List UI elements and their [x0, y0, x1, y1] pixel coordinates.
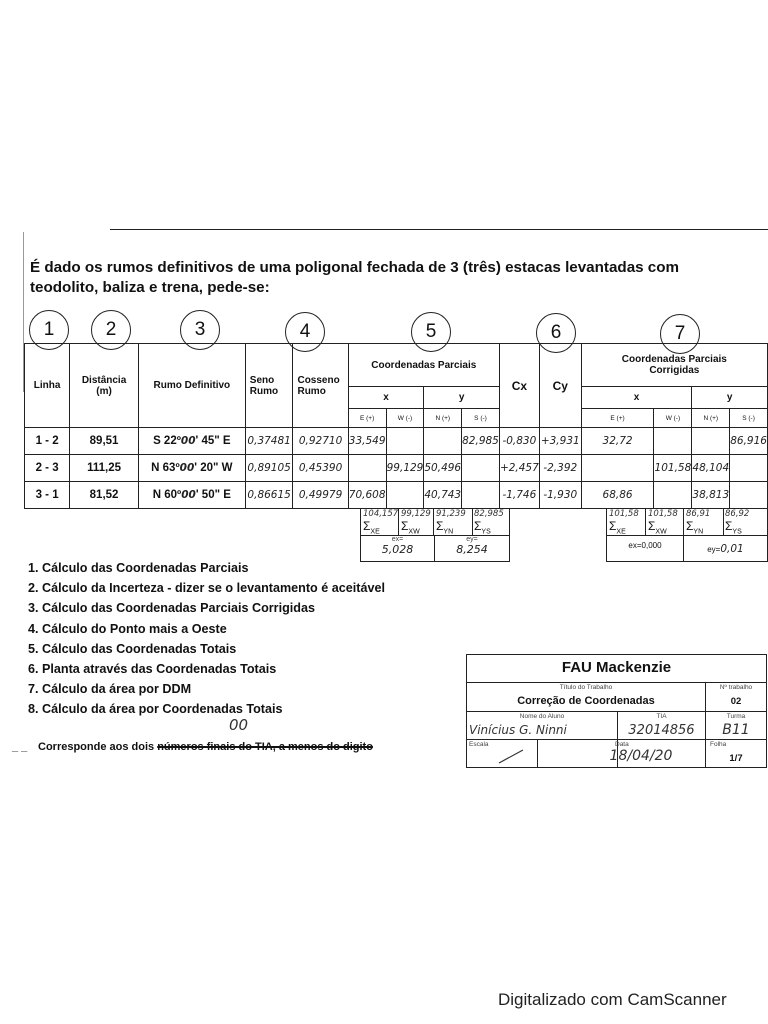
cell-e: 33,549 — [348, 428, 386, 455]
footnote-struck-text: números finais do TIA, a menos do digito — [157, 741, 373, 753]
tia-label: TIA — [656, 713, 667, 720]
corr-sum-xe-value: 101,58 — [609, 509, 639, 519]
cell-cx: -1,746 — [499, 482, 539, 509]
circle-2: 2 — [91, 310, 131, 350]
sum-ys-value: 82,985 — [474, 509, 504, 519]
header-cx: Cx — [499, 344, 539, 428]
sums-corrigidas-box — [606, 509, 768, 562]
header-y-corr: y — [692, 387, 768, 409]
rumo-a: S 22º — [153, 435, 181, 447]
cell-s: 82,985 — [462, 428, 500, 455]
header-distancia-2: (m) — [96, 385, 112, 397]
title-block — [466, 654, 767, 768]
intro-text — [30, 258, 750, 298]
nome-value: Vinícius G. Ninni — [469, 723, 567, 737]
rumo-a: N 60º — [152, 489, 182, 501]
header-rumo: Rumo Definitivo — [138, 344, 245, 428]
cell-cy: -1,930 — [539, 482, 581, 509]
header-cosseno — [293, 344, 348, 428]
corr-sum-yn — [686, 510, 722, 535]
cell-w — [386, 428, 424, 455]
sum-ys — [474, 510, 508, 535]
sum-yn-value: 91,239 — [436, 509, 466, 519]
corr-sum-yn-label: $\Sigma_{YN}$ — [686, 519, 704, 536]
cell-e — [348, 455, 386, 482]
ey-label: ey= — [466, 536, 478, 543]
cell-cw — [654, 482, 692, 509]
circle-3: 3 — [180, 310, 220, 350]
cell-rumo — [138, 455, 245, 482]
cell-cn: 48,104 — [692, 455, 730, 482]
header-seno — [245, 344, 293, 428]
cell-w — [386, 482, 424, 509]
header-x: x — [348, 387, 424, 409]
header-cy: Cy — [539, 344, 581, 428]
cell-n — [424, 428, 462, 455]
list-item: 3. Cálculo das Coordenadas Parciais Corrigidas — [28, 601, 315, 616]
rumo-deg: 00 — [181, 489, 196, 501]
footnote — [12, 741, 373, 753]
sum-divider — [723, 509, 724, 535]
nome-label: Nome do Aluno — [519, 713, 565, 720]
list-item: 4. Cálculo do Ponto mais a Oeste — [28, 621, 227, 636]
header-e-corr: E (+) — [581, 409, 654, 428]
sum-ys-label: $\Sigma_{YS}$ — [474, 519, 491, 536]
rumo-deg: 00 — [180, 435, 196, 447]
corr-sum-xw — [648, 510, 683, 535]
cell-linha: 2 - 3 — [25, 455, 70, 482]
cell-ce: 68,86 — [581, 482, 654, 509]
cell-cs — [730, 482, 768, 509]
header-n-corr: N (+) — [692, 409, 730, 428]
cell-seno: 0,37481 — [245, 428, 293, 455]
header-w-corr: W (-) — [654, 409, 692, 428]
intro-line-2: teodolito, baliza e trena, pede-se: — [30, 279, 270, 296]
sum-ys-sub: YS — [481, 528, 491, 536]
corr-ey-label: ey= — [707, 545, 721, 554]
cell-cx: +2,457 — [499, 455, 539, 482]
sum-xw — [401, 510, 433, 535]
cell-linha: 1 - 2 — [25, 428, 70, 455]
ey-value: 8,254 — [456, 543, 488, 556]
circle-6: 6 — [536, 313, 576, 353]
header-distancia — [70, 344, 139, 428]
header-e: E (+) — [348, 409, 386, 428]
corr-sum-yn-value: 86,91 — [686, 509, 711, 519]
header-x-corr: x — [581, 387, 692, 409]
sum-divider — [433, 509, 434, 535]
sum-xw-sub: XW — [408, 528, 420, 536]
sum-divider — [398, 509, 399, 535]
corr-sum-ys-label: $\Sigma_{YS}$ — [725, 519, 742, 536]
header-w: W (-) — [386, 409, 424, 428]
corr-ex — [607, 541, 683, 550]
list-item: 2. Cálculo da Incerteza - dizer se o levantamento é aceitável — [28, 581, 385, 596]
list-item: 1. Cálculo das Coordenadas Parciais — [28, 561, 249, 575]
header-y: y — [424, 387, 500, 409]
institution-name: FAU Mackenzie — [561, 659, 672, 676]
turma-value: B11 — [722, 722, 750, 738]
corr-sum-xe-label: $\Sigma_{XE}$ — [609, 519, 626, 536]
table-row — [25, 428, 768, 455]
cell-e: 70,608 — [348, 482, 386, 509]
steps-list — [28, 558, 385, 720]
footnote-text: Corresponde aos dois — [38, 741, 158, 753]
corr-sum-xe-sub: XE — [616, 528, 626, 536]
folha-value: 1/7 — [729, 753, 743, 764]
cell-cy: -2,392 — [539, 455, 581, 482]
titulo-value: Correção de Coordenadas — [517, 695, 655, 707]
sum-yn-label: $\Sigma_{YN}$ — [436, 519, 454, 536]
cell-s — [462, 482, 500, 509]
corr-sum-ys-value: 86,92 — [725, 509, 750, 519]
cell-cw: 101,58 — [654, 455, 692, 482]
data-label: Data — [615, 741, 629, 748]
tb-divider — [467, 739, 766, 740]
cell-cn: 38,813 — [692, 482, 730, 509]
list-item: 7. Cálculo da área por DDM — [28, 682, 192, 697]
page-top-border — [110, 229, 768, 230]
sum-xe-label: $\Sigma_{XE}$ — [363, 519, 380, 536]
turma-label: Turma — [726, 713, 746, 720]
corr-sum-xe — [609, 510, 645, 535]
sum-xw-label: $\Sigma_{XW}$ — [401, 519, 420, 536]
handwritten-digits: 00 — [229, 716, 249, 734]
sum-xe — [363, 510, 397, 535]
header-distancia-1: Distância — [81, 374, 127, 386]
escala-slash-mark — [497, 747, 527, 765]
titulo-label: Título do Trabalho — [559, 684, 613, 691]
corr-sum-ys — [725, 510, 766, 535]
tb-divider — [537, 739, 538, 767]
rumo-deg: 00 — [179, 462, 195, 474]
footnote-dash: _ _ — [12, 741, 28, 753]
cell-seno: 0,89105 — [245, 455, 293, 482]
folha-label: Folha — [710, 741, 727, 748]
intro-line-1: É dado os rumos definitivos de uma poligonal fechada de 3 (três) estacas levantadas com — [30, 259, 680, 276]
table-row — [25, 482, 768, 509]
sum-xe-value: 104,157 — [363, 509, 399, 519]
cell-cosseno: 0,92710 — [293, 428, 348, 455]
sum-yn-sub: YN — [443, 528, 454, 536]
list-item: 8. Cálculo da área por Coordenadas Totais — [28, 702, 283, 717]
table-row — [25, 455, 768, 482]
cell-ce: 32,72 — [581, 428, 654, 455]
header-coord-parciais: Coordenadas Parciais — [348, 344, 499, 387]
ex-label: ex= — [391, 536, 404, 543]
corr-ey-value: 0,01 — [720, 543, 744, 555]
sum-xw-value: 99,129 — [401, 509, 431, 519]
numero-value: 02 — [730, 696, 742, 707]
header-coord-corrigidas — [581, 344, 767, 387]
cell-dist: 81,52 — [70, 482, 139, 509]
cell-n: 40,743 — [424, 482, 462, 509]
cell-n: 50,496 — [424, 455, 462, 482]
corr-sum-xw-sub: XW — [655, 528, 667, 536]
ex-value: 5,028 — [381, 543, 414, 556]
corr-sum-ys-sub: YS — [732, 528, 742, 536]
sums-parciais-box — [360, 509, 510, 562]
cell-cy: +3,931 — [539, 428, 581, 455]
circle-7: 7 — [660, 314, 700, 354]
escala-label: Escala — [469, 741, 489, 748]
corr-sum-xw-label: $\Sigma_{XW}$ — [648, 519, 667, 536]
corr-sum-xw-value: 101,58 — [648, 509, 678, 519]
header-coord-corrigidas-1: Coordenadas Parciais — [621, 354, 727, 365]
cell-cx: -0,830 — [499, 428, 539, 455]
circle-5: 5 — [411, 312, 451, 352]
header-seno-1: Seno — [249, 374, 275, 386]
corr-ey — [684, 539, 767, 557]
sum-divider — [472, 509, 473, 535]
list-item: 6. Planta através das Coordenadas Totais — [28, 662, 277, 677]
list-item: 5. Cálculo das Coordenadas Totais — [28, 641, 237, 656]
numero-label: Nº trabalho — [719, 684, 753, 691]
cell-s — [462, 455, 500, 482]
sum-divider — [645, 509, 646, 535]
corr-sum-yn-sub: YN — [693, 528, 704, 536]
sum-ey — [435, 536, 509, 556]
rumo-b: ' 20" W — [194, 462, 233, 474]
sum-ex — [361, 536, 434, 556]
header-cosseno-1: Cosseno — [297, 374, 340, 386]
data-value: 18/04/20 — [609, 748, 673, 764]
tia-value: 32014856 — [628, 723, 695, 738]
cell-dist: 89,51 — [70, 428, 139, 455]
cell-cosseno: 0,45390 — [293, 455, 348, 482]
cell-cs: 86,916 — [730, 428, 768, 455]
sum-divider — [683, 509, 684, 535]
cell-rumo — [138, 428, 245, 455]
camscanner-watermark: Digitalizado com CamScanner — [498, 990, 727, 1009]
header-coord-corrigidas-2: Corrigidas — [649, 365, 700, 376]
sum-yn — [436, 510, 472, 535]
cell-cn — [692, 428, 730, 455]
cell-cosseno: 0,49979 — [293, 482, 348, 509]
rumo-a: N 63º — [151, 462, 180, 474]
cell-dist: 111,25 — [70, 455, 139, 482]
cell-rumo — [138, 482, 245, 509]
rumo-b: ' 45" E — [195, 435, 231, 447]
corr-ex-text: ex=0,000 — [628, 541, 662, 550]
header-cosseno-2: Rumo — [297, 385, 326, 397]
cell-cs — [730, 455, 768, 482]
cell-seno: 0,86615 — [245, 482, 293, 509]
coordinates-table — [24, 343, 768, 509]
header-seno-2: Rumo — [249, 385, 279, 397]
rumo-b: ' 50" E — [195, 489, 231, 501]
header-n: N (+) — [424, 409, 462, 428]
cell-cw — [654, 428, 692, 455]
header-linha: Linha — [25, 344, 70, 428]
header-s: S (-) — [462, 409, 500, 428]
cell-linha: 3 - 1 — [25, 482, 70, 509]
cell-ce — [581, 455, 654, 482]
circle-4: 4 — [285, 312, 325, 352]
tb-divider — [467, 682, 766, 683]
sum-xe-sub: XE — [370, 528, 380, 536]
header-s-corr: S (-) — [730, 409, 768, 428]
cell-w: 99,129 — [386, 455, 424, 482]
circle-1: 1 — [29, 310, 69, 350]
